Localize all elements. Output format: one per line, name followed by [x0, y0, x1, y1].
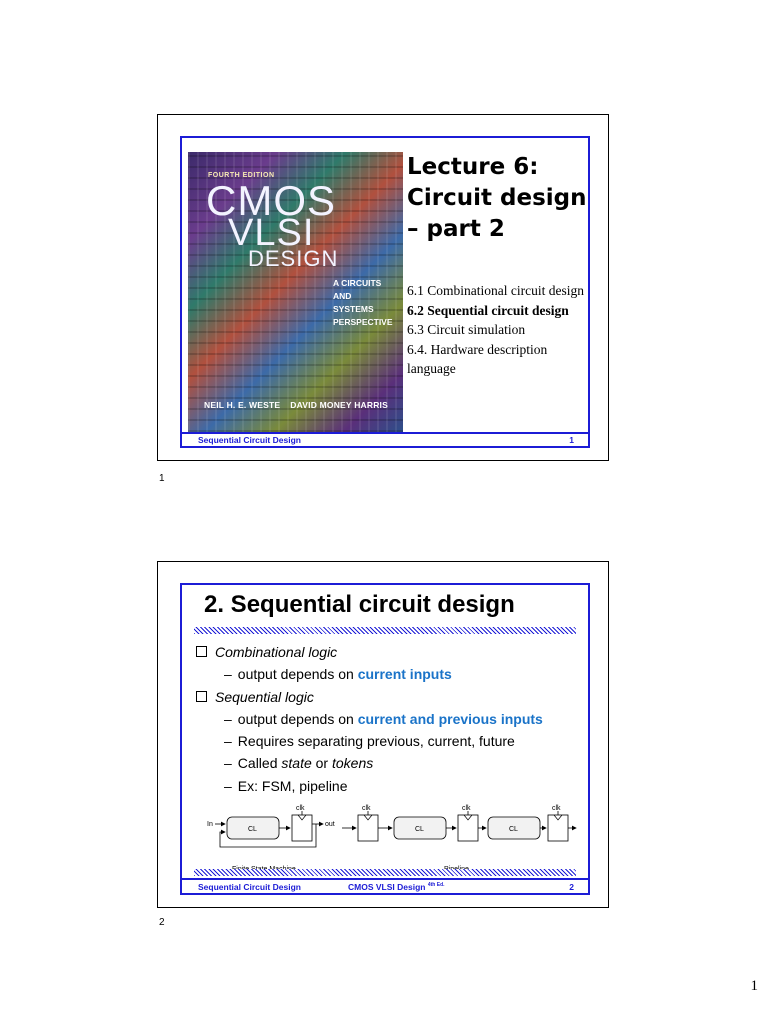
book-title-vlsi: VLSI [228, 212, 315, 254]
pipe-cl-label-2: CL [509, 826, 518, 833]
title-divider [194, 627, 576, 634]
topic-item: 6.1 Combinational circuit design [407, 283, 584, 298]
page-number: 1 [750, 978, 758, 994]
footer-title: Sequential Circuit Design [198, 882, 301, 892]
pipe-clk-label-2: clk [462, 805, 471, 812]
book-edition: FOURTH EDITION [208, 172, 275, 179]
slide-1 [157, 114, 609, 461]
pipe-cl-label-1: CL [415, 826, 424, 833]
slide-2 [157, 561, 609, 908]
slide-2-label: 2 [159, 917, 165, 928]
book-author-2: DAVID MONEY HARRIS [290, 400, 388, 410]
footer-title: Sequential Circuit Design [198, 435, 301, 445]
checkbox-bullet-icon [196, 691, 207, 702]
topic-item-current: 6.2 Sequential circuit design [407, 302, 569, 318]
pipe-register-1 [358, 815, 378, 841]
fsm-clk-label: clk [296, 805, 305, 812]
pipe-register-3 [548, 815, 568, 841]
footer-rule [182, 432, 588, 434]
sub-bullet-item: – output depends on current and previous inputs [224, 710, 543, 727]
footer-slide-number: 2 [569, 882, 574, 892]
sub-bullet-item: – Called state or tokens [224, 755, 374, 772]
sub-bullet-item: – Requires separating previous, current, future [224, 733, 515, 750]
slide-1-border [180, 136, 590, 448]
topic-item: 6.4. Hardware description language [407, 341, 548, 376]
fsm-in-label: In [207, 821, 213, 828]
topic-item: 6.3 Circuit simulation [407, 322, 526, 337]
topic-list [407, 281, 587, 379]
sub-bullet-item: – Ex: FSM, pipeline [224, 777, 348, 794]
pipe-clk-label-3: clk [552, 805, 561, 812]
book-cover-image [188, 152, 403, 432]
circuit-diagram [192, 801, 582, 873]
slide-title: 2. Sequential circuit design [204, 591, 515, 618]
book-author-1: NEIL H. E. WESTE [204, 400, 281, 410]
fsm-out-label: out [325, 821, 335, 828]
footer-slide-number: 1 [569, 435, 574, 445]
slide-2-border [180, 583, 590, 895]
book-title-cmos: CMOS [206, 177, 336, 224]
bullet-list [196, 641, 543, 797]
fsm-cl-label: CL [248, 826, 257, 833]
book-authors [204, 400, 398, 410]
bullet-item: Combinational logic [196, 641, 543, 663]
checkbox-bullet-icon [196, 646, 207, 657]
book-subtitle: A CIRCUITS AND SYSTEMS PERSPECTIVE [333, 278, 393, 327]
book-title-design: DESIGN [248, 246, 339, 271]
footer-rule [182, 878, 588, 880]
fsm-register [292, 815, 312, 841]
footer-book-title: CMOS VLSI Design $^{4th Ed.}$ [348, 882, 445, 892]
lecture-title: Lecture 6: Circuit design – part 2 [407, 154, 587, 242]
sub-bullet-item: – output depends on current inputs [224, 666, 452, 683]
pipe-register-2 [458, 815, 478, 841]
bullet-item: Sequential logic [196, 686, 543, 708]
pipe-clk-label-1: clk [362, 805, 371, 812]
footer-divider [194, 869, 576, 876]
slide-1-label: 1 [159, 473, 165, 484]
